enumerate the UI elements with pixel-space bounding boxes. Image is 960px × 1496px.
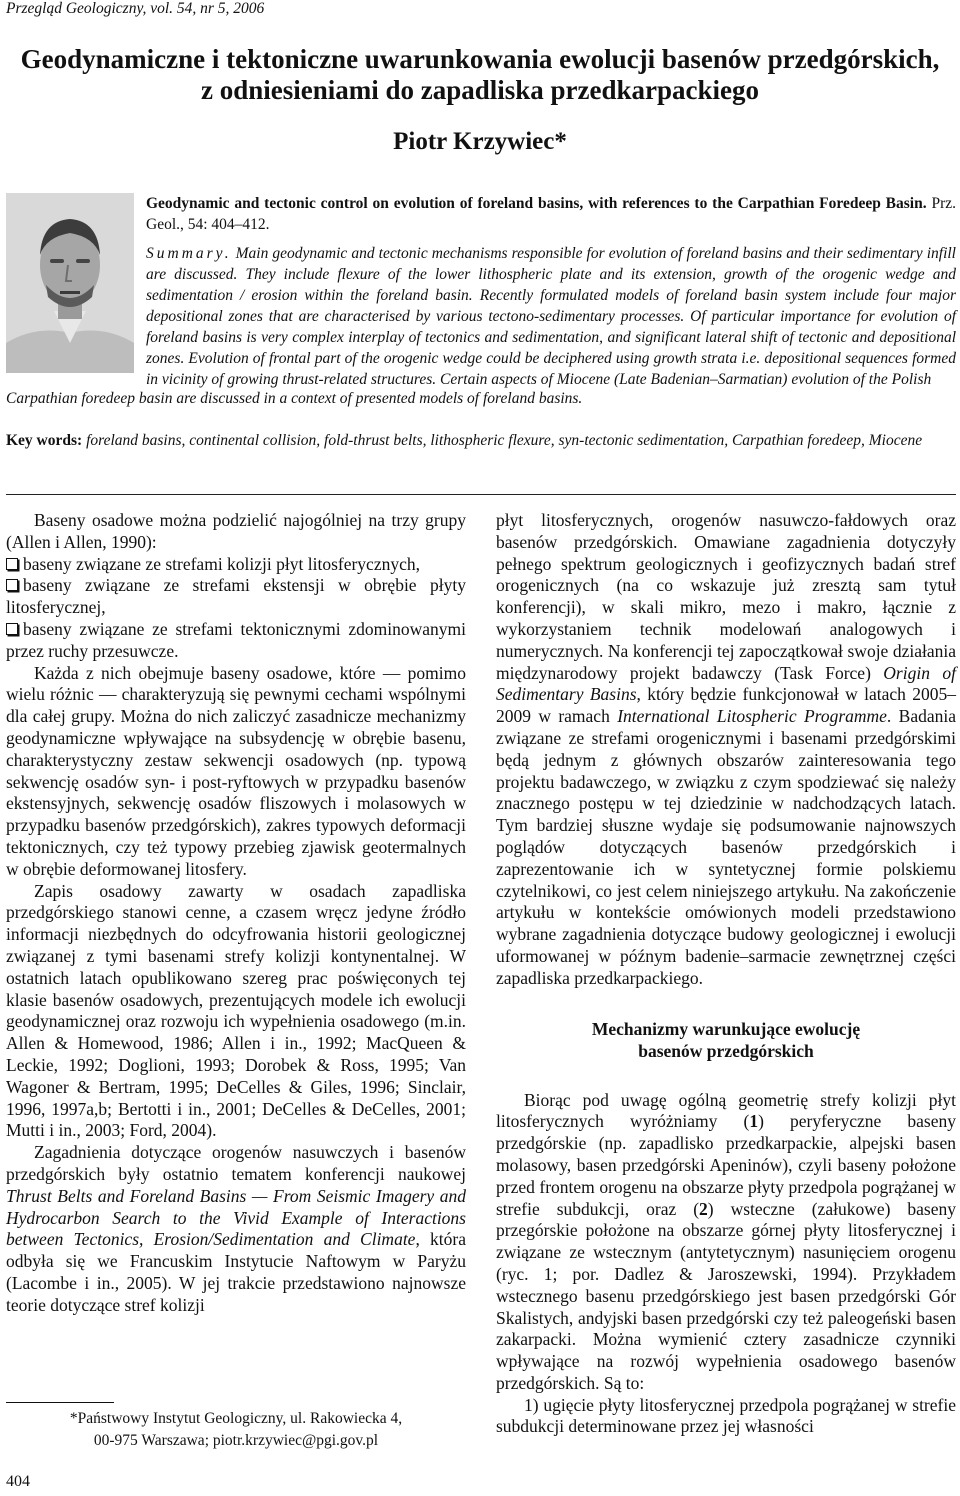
paragraph-text: ) wsteczne (załukowe) baseny przegórskie położone na obszarze górnej płyty litosferycznej i związane ze wstecznym (antytetycznym) nasunięciem orogenu (ryc. 1; por. Dadlez & Jaroszewski, 1994). Przykładem wstecznego basenu przedgórskiego jest basen przedgórski Gór Skalistych, andyjski basen przedgórski czy też paleogeński basen zakarpacki. Można wymienić cztery zasadnicze czynniki wpływające na rozwój wypełnienia osadowego basenów przedgórskich. Są to: [496, 1198, 957, 1393]
checkbox-bullet-icon [6, 623, 18, 635]
keywords-text: foreland basins, continental collision, fold-thrust belts, lithospheric flexure, syn-tectonic sedimentation, Carpathian foredeep, Miocene [82, 432, 923, 449]
paragraph-text: , który będzie funkcjonował w latach 2005–2009 w ramach [496, 684, 956, 727]
section-heading [496, 1018, 956, 1062]
paragraph [6, 1142, 466, 1316]
english-title-text: Geodynamic and tectonic control on evolution of foreland basins, with references to the Carpathian Foredeep Basin. [146, 195, 927, 212]
summary-text: Main geodynamic and tectonic mechanisms responsible for evolution of foreland basins and their sedimentary infill are discussed. They include flexure of the lower lithospheric plate and its extension, growth of the orogenic wedge and sedimentation / erosion within the foreland basin. Recently formulated models of foreland basin system include four major depositional zones that are characterised by various tectono-sedimentary processes. Of particular importance for evolution of foreland basins is very complex interplay of tectonics and sedimentation, and significant lateral shift of tectonic and depositional zones. Evolution of frontal part of the orogenic wedge could be deciphered using growth strata i.e. depositional sequences formed in vicinity of growing thrust-related structures. Certain aspects of Miocene (Late Badenian–Sarmatian) evolution of the Polish [146, 245, 956, 388]
checkbox-bullet-icon [6, 558, 18, 570]
paragraph-text: . Badania związane ze strefami orogenicznymi i basenami przedgórskimi będą jednym z głównych obszarów zainteresowania tego projektu badawczego, w związku z czym spodziewać się należy znacznego postępu w tej dziedzinie w nadchodzących latach. Tym bardziej słuszne wydaje się podsumowanie najnowszych poglądów dotyczących basenów przedgórskich i zaprezentowanie ich w syntetycznej formie polskiemu czytelnikowi, co jest celem niniejszego artykułu. Na zakończenie artykułu w kontekście omówionych modeli przedstawiono wybrane zagadnienia dotyczące budowy geologicznej i ewolucji uformowanej w późnym badenie–sarmacie zewnętrznej części zapadliska przedkarpackiego. [496, 706, 956, 988]
bullet-text: baseny związane ze strefami ekstensji w obrębie płyty litosferycznej, [6, 575, 466, 618]
summary [146, 243, 956, 390]
bullet-text: baseny związane ze strefami tektonicznymi zdominowanymi przez ruchy przesuwcze. [6, 618, 466, 661]
enum-number: 1 [749, 1111, 759, 1132]
bullet-text: baseny związane ze strefami kolizji płyt litosferycznych, [23, 553, 420, 574]
section-heading-line: basenów przedgórskich [638, 1040, 814, 1061]
author-photo [6, 193, 134, 373]
title-line-1: Geodynamiczne i tektoniczne uwarunkowania ewolucji basenów przedgórskich, [20, 44, 940, 74]
article-title [0, 44, 960, 106]
keywords-label: Key words: [6, 432, 83, 449]
section-heading-line: Mechanizmy warunkujące ewolucję [591, 1018, 861, 1039]
bullet-item [6, 554, 466, 576]
left-column [6, 510, 466, 1316]
paragraph-text: ) peryferyczne baseny przedgórskie (np. zapadlisko przedkarpackie, alpejski basen molasowy, basen przedgórski Apeninów), czyli baseny położone przed frontem orogenu na obszarze płyty przedpola pogrążanej w strefie subdukcji, oraz ( [496, 1111, 956, 1219]
right-column [496, 510, 956, 1438]
bullet-item [6, 619, 466, 663]
title-line-2: z odniesieniami do zapadliska przedkarpackiego [200, 75, 760, 105]
bullet-item [6, 575, 466, 619]
paragraph [496, 510, 956, 990]
enum-number: 2 [699, 1198, 708, 1219]
english-title [146, 193, 956, 235]
footnote [6, 1408, 466, 1452]
footnote-line: *Państwowy Instytut Geologiczny, ul. Rakowiecka 4, [69, 1410, 403, 1427]
page-number: 404 [6, 1473, 30, 1490]
paragraph: Baseny osadowe można podzielić najogólniej na trzy grupy (Allen i Allen, 1990): [6, 510, 466, 552]
paragraph: 1) ugięcie płyty litosferycznej przedpola pogrążanej w strefie subdukcji determinowane przez jej własności [496, 1394, 956, 1437]
checkbox-bullet-icon [6, 579, 18, 591]
footnote-line: 00-975 Warszawa; piotr.krzywiec@pgi.gov.pl [93, 1432, 379, 1449]
footnote-divider [6, 1402, 114, 1403]
paragraph: Zapis osadowy zawarty w osadach zapadliska przedgórskiego stanowi cenne, a czasem wręcz jedyne źródło informacji niezbędnych do odcyfrowania historii geologicznej związanej z tymi basenami strefy kolizji kontynentalnej. W ostatnich latach opublikowano szereg prac poświęconych tej klasie basenów osadowych, prezentujących modele ich ewolucji geodynamicznej oraz rozwoju ich wypełnienia osadowego (m.in. Allen & Homewood, 1986; Allen i in., 1992; MacQueen & Leckie, 1992; Doglioni, 1993; Dorobek & Ross, 1995; Van Wagoner & Bertram, 1995; DeCelles & Giles, 1996; Sinclair, 1996, 1997a,b; Bertotti i in., 2001; DeCelles & DeCelles, 2001; Mutti i in., 2003; Ford, 2004). [6, 880, 466, 1141]
summary-tail: Carpathian foredeep basin are discussed in a context of presented models of foreland basins. [6, 390, 583, 407]
abstract-divider [6, 494, 956, 495]
programme-title: International Litospheric Programme [617, 706, 887, 727]
paragraph [496, 1090, 956, 1395]
paragraph-text: płyt litosferycznych, orogenów nasuwczo-fałdowych oraz basenów przedgórskich. Omawiane zagadnienia dotyczyły pełnego spektrum geologicznych i geofizycznych badań stref orogenicznych (na co wskazuje już zresztą sam tytuł konferencji), w skali mikro, mezo i makro, łącznie z wykorzystaniem technik modelowań analogowych i numerycznych. Na konferencji tej zapoczątkował swoje działania międzynarodowy projekt badawczy (Task Force) [496, 510, 956, 683]
paragraph: Każda z nich obejmuje baseny osadowe, które — pomimo wielu różnic — charakteryzują się pewnymi cechami wspólnymi dla całej grupy. Można do nich zaliczyć zasadnicze mechanizmy geodynamiczne wpływające na subsydencję w obrębie basenu, charakterystyczny zestaw sekwencji osadowych (np. typową sekwencję osadów syn- i post-ryftowych w przypadku basenów ekstensyjnych, sekwencję osadów fliszowych i molasowych w przypadku basenów przedgórskich), zakres typowych deformacji tektonicznych, czy też typowy przebieg zjawisk geotermalnych w obrębie deformowanej litosfery. [6, 662, 466, 879]
project-title: Origin of Sedimentary Basins [496, 662, 956, 705]
citation: Prz. Geol., 54: 404–412. [146, 195, 956, 233]
journal-header: Przegląd Geologiczny, vol. 54, nr 5, 2006 [6, 0, 265, 17]
conference-title: Thrust Belts and Foreland Basins — From Seismic Imagery and Hydrocarbon Search to the Vivid Example of Interactions between Tectonics, Erosion/Sedimentation and Climate [6, 1185, 466, 1250]
summary-label: Summary. [146, 245, 232, 262]
author-name: Piotr Krzywiec* [393, 128, 567, 155]
paragraph-text: Zagadnienia dotyczące orogenów nasuwczych i basenów przedgórskich były ostatnio tematem konferencji naukowej [6, 1142, 466, 1184]
paragraph-text: , która odbyła się we Francuskim Instytucie Naftowym w Paryżu (Lacombe i in., 2005). W jej trakcie przedstawiono najnowsze teorie dotyczące stref kolizji [6, 1229, 466, 1315]
paragraph-text: Biorąc pod uwagę ogólną geometrię strefy kolizji płyt litosferycznych wyróżniamy ( [496, 1089, 956, 1132]
keywords [6, 430, 956, 451]
